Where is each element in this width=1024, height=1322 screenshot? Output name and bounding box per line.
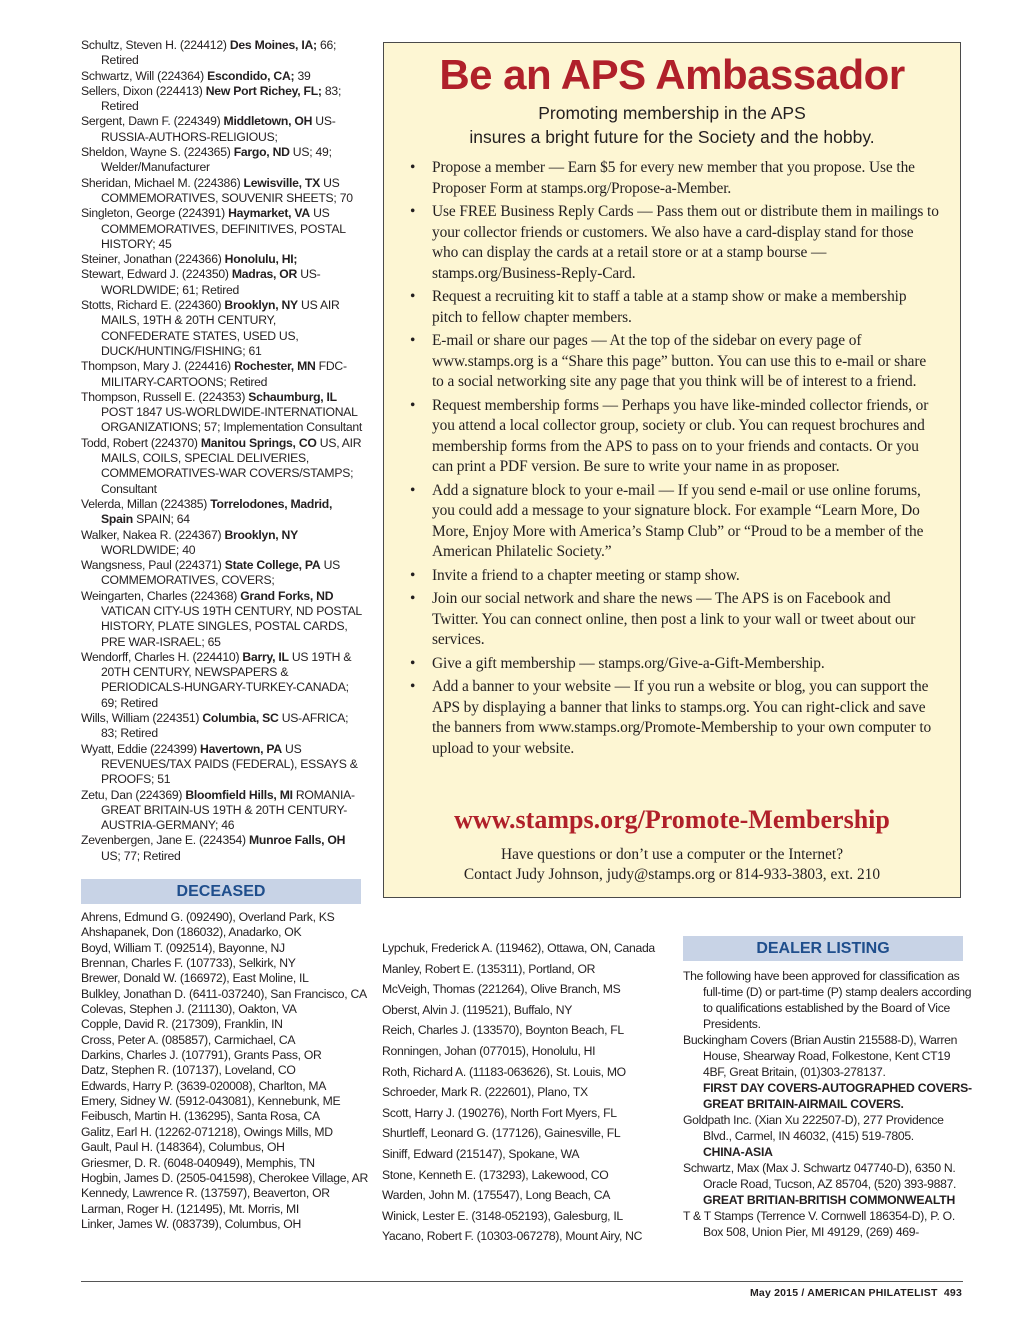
- member-entry: [81, 84, 363, 115]
- member-location: Escondido, CA;: [207, 68, 295, 83]
- member-entry: [81, 359, 363, 390]
- ambassador-title: Be an APS Ambassador: [439, 51, 905, 98]
- member-location: Brooklyn, NY: [224, 527, 298, 542]
- member-details: US 19TH & 20TH CENTURY, NEWSPAPERS & PERIODICALS-HUNGARY-TURKEY-CANADA; 69; Retired: [101, 649, 352, 710]
- deceased-entry: Hogbin, James D. (2505-041598), Cherokee Village, AR: [81, 1170, 369, 1185]
- member-name: Sheridan, Michael M. (224386): [81, 175, 244, 190]
- member-entry: [81, 145, 363, 176]
- deceased-entry: Scott, Harry J. (190276), North Fort Myers, FL: [382, 1105, 617, 1120]
- member-entry: [81, 788, 363, 834]
- member-name: Stotts, Richard E. (224360): [81, 298, 225, 313]
- deceased-entry: Linker, James W. (083739), Columbus, OH: [81, 1216, 301, 1231]
- deceased-entry: Galitz, Earl H. (12262-071218), Owings Mills, MD: [81, 1124, 333, 1139]
- member-details: ROMANIA-GREAT BRITAIN-US 19TH & 20TH CENTURY-AUSTRIA-GERMANY; 46: [101, 787, 355, 833]
- member-details: US, AIR MAILS, COILS, SPECIAL DELIVERIES, COMMEMORATIVES-WAR COVERS/STAMPS; Consultant: [101, 435, 362, 496]
- member-details: US-RUSSIA-AUTHORS-RELIGIOUS;: [101, 114, 336, 144]
- member-name: Walker, Nakea R. (224367): [81, 527, 225, 542]
- deceased-entry: Ahshapanek, Don (186032), Anadarko, OK: [81, 925, 302, 940]
- deceased-entry: Datz, Stephen R. (107137), Loveland, CO: [81, 1063, 296, 1078]
- member-location: Rochester, MN: [234, 359, 316, 374]
- member-location: Middletown, OH: [223, 114, 313, 129]
- member-name: Wangsness, Paul (224371): [81, 558, 225, 573]
- member-location: State College, PA: [224, 558, 321, 573]
- deceased-entry: Ahrens, Edmund G. (092490), Overland Park, KS: [81, 910, 335, 924]
- deceased-entry: Griesmer, D. R. (6048-040949), Memphis, TN: [81, 1155, 315, 1170]
- member-details: US-WORLDWIDE; 61; Retired: [101, 267, 321, 297]
- footer-publication: AMERICAN PHILATELIST: [807, 1287, 938, 1299]
- dealer-category: FIRST DAY COVERS-AUTOGRAPHED COVERS-GREAT BRITAIN-AIRMAIL COVERS.: [703, 1081, 972, 1111]
- member-details: US COMMEMORATIVES, DEFINITIVES, POSTAL HISTORY; 45: [101, 206, 346, 251]
- member-entry: [81, 711, 363, 742]
- member-details: POST 1847 US-WORLDWIDE-INTERNATIONAL ORGANIZATIONS; 57; Implementation Consultant: [101, 405, 363, 435]
- dealer-entry: T & T Stamps (Terrence V. Cornwell 186354-D), P. O. Box 508, Union Pier, MI 49129, (269) 469-: [683, 1209, 955, 1239]
- deceased-entry: Roth, Richard A. (11183-063626), St. Louis, MO: [382, 1064, 626, 1079]
- member-name: Sergent, Dawn F. (224349): [81, 114, 224, 129]
- member-details: US COMMEMORATIVES, SOUVENIR SHEETS; 70: [101, 175, 353, 205]
- dealer-category: CHINA-ASIA: [703, 1145, 773, 1159]
- member-entry: [81, 558, 363, 589]
- deceased-entry: Oberst, Alvin J. (119521), Buffalo, NY: [382, 1002, 573, 1017]
- member-entry: [81, 497, 363, 528]
- member-name: Stewart, Edward J. (224350): [81, 267, 232, 282]
- member-name: Zevenbergen, Jane E. (224354): [81, 833, 249, 848]
- member-location: Havertown, PA: [200, 741, 282, 756]
- member-location: Brooklyn, NY: [224, 298, 298, 313]
- member-details: WORLDWIDE; 40: [101, 542, 196, 557]
- member-details: US COMMEMORATIVES, COVERS;: [101, 558, 341, 588]
- ambassador-tip: • Add a banner to your website — If you run a website or blog, you can support the APS by displaying a banner that links to stamps.org. You can right-click and save the banners from www.stamps.org/Promote-Membership to your own computer to upload to your website.: [410, 677, 940, 759]
- member-location: Barry, IL: [242, 649, 289, 664]
- member-entry: [81, 267, 363, 298]
- member-details: FDC-MILITARY-CARTOONS; Retired: [101, 359, 347, 389]
- deceased-entry: Gault, Paul H. (148364), Columbus, OH: [81, 1140, 285, 1155]
- member-name: Zetu, Dan (224369): [81, 787, 186, 802]
- member-entry: [81, 833, 363, 864]
- member-entry: [81, 114, 363, 145]
- member-name: Thompson, Russell E. (224353): [81, 389, 249, 404]
- ambassador-subtitle-1: Promoting membership in the APS: [538, 103, 806, 123]
- ambassador-tip: • Use FREE Business Reply Cards — Pass them out or distribute them in mailings to your collector friends or customers. We also have a card-display stand for those who can display the cards at a retail store or at a stamp bourse — stamps.org/Business-Reply-Card.: [410, 202, 940, 284]
- member-location: Madras, OR: [231, 267, 298, 282]
- ambassador-subtitle-2: insures a bright future for the Society and the hobby.: [469, 127, 875, 147]
- member-name: Sheldon, Wayne S. (224365): [81, 145, 234, 160]
- promote-membership-link[interactable]: www.stamps.org/Promote-Membership: [454, 805, 890, 834]
- ambassador-tip: • Join our social network and share the news — The APS is on Facebook and Twitter. You can connect online, then post a link to your wall or tweet about our services.: [410, 589, 940, 651]
- dealer-list: [683, 968, 973, 1240]
- deceased-entry: Manley, Robert E. (135311), Portland, OR: [382, 961, 596, 976]
- member-location: Munroe Falls, OH: [248, 833, 346, 848]
- member-name: Todd, Robert (224370): [81, 435, 201, 450]
- member-location: Fargo, ND: [233, 145, 290, 160]
- member-details: US; 77; Retired: [101, 848, 181, 863]
- deceased-entry: Kennedy, Lawrence R. (137597), Beaverton, OR: [81, 1186, 330, 1201]
- member-entry: [81, 436, 363, 497]
- member-name: Schultz, Steven H. (224412): [81, 38, 230, 52]
- member-location: Haymarket, VA: [228, 206, 310, 221]
- deceased-list-2: [382, 938, 672, 1247]
- member-name: Steiner, Jonathan (224366): [81, 252, 225, 267]
- deceased-entry: Bulkley, Jonathan D. (6411-037240), San Francisco, CA: [81, 986, 367, 1001]
- member-entry: [81, 589, 363, 650]
- deceased-entry: Ronningen, Johan (077015), Honolulu, HI: [382, 1043, 596, 1058]
- member-entry: [81, 252, 363, 267]
- ambassador-tip: • Give a gift membership — stamps.org/Give-a-Gift-Membership.: [410, 654, 940, 675]
- deceased-list-1: [81, 910, 371, 1232]
- member-details: US-AFRICA; 83; Retired: [101, 711, 349, 741]
- member-name: Weingarten, Charles (224368): [81, 588, 241, 603]
- ambassador-tip: • Request membership forms — Perhaps you have like-minded collector friends, or you attend a local collector group, society or club. You can request brochures and membership forms from the APS to pass on to your friends and contacts. Or you can print a PDF version. Be sure to write your name in as proposer.: [410, 396, 940, 478]
- member-name: Sellers, Dixon (224413): [81, 83, 206, 98]
- dealer-entry: Buckingham Covers (Brian Austin 215588-D), Warren House, Shearway Road, Folkestone, Kent CT19 4BF, Great Britain, (01)303-278137.: [683, 1033, 958, 1079]
- ambassador-tip: • Propose a member — Earn $5 for every new member that you propose. Use the Proposer Form at stamps.org/Propose-a-Member.: [410, 158, 940, 199]
- member-name: Wyatt, Eddie (224399): [81, 741, 201, 756]
- member-details: SPAIN; 64: [132, 512, 190, 527]
- footer-rule: [81, 1281, 963, 1282]
- ambassador-tip: • Invite a friend to a chapter meeting or stamp show.: [410, 566, 940, 587]
- deceased-entry: Yacano, Robert F. (10303-067278), Mount Airy, NC: [382, 1229, 643, 1244]
- member-location: Grand Forks, ND: [240, 588, 334, 603]
- deceased-entry: Schroeder, Mark R. (222601), Plano, TX: [382, 1085, 588, 1100]
- member-details: US AIR MAILS, 19TH & 20TH CENTURY, CONFEDERATE STATES, USED US, DUCK/HUNTING/FISHING; 61: [101, 298, 340, 358]
- deceased-entry: Larman, Roger H. (121495), Mt. Morris, MI: [81, 1201, 299, 1216]
- member-location: Lewisville, TX: [243, 175, 320, 190]
- member-entry: [81, 390, 363, 436]
- new-members-list: [81, 38, 363, 864]
- ambassador-list: [410, 158, 940, 762]
- deceased-entry: Shurtleff, Leonard G. (177126), Gainesville, FL: [382, 1126, 621, 1141]
- member-entry: [81, 298, 363, 359]
- deceased-heading: DECEASED: [81, 879, 361, 904]
- member-location: Schaumburg, IL: [248, 389, 337, 404]
- dealer-intro: The following have been approved for classification as full-time (D) or part-time (P) stamp dealers according to qualifications established by the Board of Vice Presidents.: [683, 969, 972, 1031]
- deceased-entry: Siniff, Edward (215147), Spokane, WA: [382, 1146, 580, 1161]
- member-entry: [81, 742, 363, 788]
- member-details: US; 49; Welder/Manufacturer: [101, 145, 332, 175]
- deceased-entry: Copple, David R. (217309), Franklin, IN: [81, 1017, 283, 1032]
- deceased-entry: Edwards, Harry P. (3639-020008), Charlton, MA: [81, 1078, 327, 1093]
- member-entry: [81, 38, 363, 69]
- member-location: Manitou Springs, CO: [200, 435, 317, 450]
- footer-separator: /: [798, 1287, 808, 1299]
- ambassador-tip: • E-mail or share our pages — At the top of the sidebar on every page of www.stamps.org is a “Share this page” button. You can use this to e-mail or share to a social networking site any page that you think will be of interest to a friend.: [410, 331, 940, 393]
- member-details: 83; Retired: [101, 83, 342, 114]
- deceased-entry: Boyd, William T. (092514), Bayonne, NJ: [81, 940, 285, 955]
- deceased-entry: Lypchuk, Frederick A. (119462), Ottawa, ON, Canada: [382, 941, 655, 955]
- ambassador-footer-1: Have questions or don’t use a computer or the Internet?: [500, 846, 844, 863]
- member-entry: [81, 176, 363, 207]
- member-details: VATICAN CITY-US 19TH CENTURY, ND POSTAL HISTORY, PLATE SINGLES, POSTAL CARDS, PRE WAR-ISRAEL; 65: [101, 603, 362, 649]
- member-name: Wendorff, Charles H. (224410): [81, 649, 243, 664]
- dealer-category: GREAT BRITIAN-BRITISH COMMONWEALTH: [703, 1193, 956, 1207]
- member-name: Schwartz, Will (224364): [81, 68, 208, 83]
- member-entry: [81, 206, 363, 252]
- deceased-entry: Reich, Charles J. (133570), Boynton Beach, FL: [382, 1023, 624, 1038]
- deceased-entry: Brennan, Charles F. (107733), Selkirk, NY: [81, 956, 296, 971]
- dealer-entry: Goldpath Inc. (Xian Xu 222507-D), 277 Providence Blvd., Carmel, IN 46032, (415) 519-7805.: [683, 1113, 944, 1143]
- deceased-entry: Darkins, Charles J. (107791), Grants Pass, OR: [81, 1048, 322, 1063]
- dealer-listing-heading: DEALER LISTING: [683, 936, 963, 961]
- member-name: Velerda, Millan (224385): [81, 496, 211, 511]
- member-entry: [81, 69, 363, 84]
- ambassador-tip: • Request a recruiting kit to staff a table at a stamp show or make a membership pitch to fellow chapter members.: [410, 287, 940, 328]
- member-entry: [81, 650, 363, 711]
- deceased-entry: Feibusch, Martin H. (136295), Santa Rosa, CA: [81, 1109, 320, 1124]
- member-details: 39: [294, 68, 311, 83]
- deceased-entry: Brewer, Donald W. (166972), East Moline, IL: [81, 971, 309, 986]
- deceased-entry: McVeigh, Thomas (221264), Olive Branch, MS: [382, 982, 621, 997]
- deceased-entry: Stone, Kenneth E. (173293), Lakewood, CO: [382, 1167, 609, 1182]
- deceased-entry: Cross, Peter A. (085857), Carmichael, CA: [81, 1032, 296, 1047]
- ambassador-box: [383, 42, 961, 898]
- member-location: Columbia, SC: [202, 711, 279, 726]
- member-name: Wills, William (224351): [81, 711, 203, 726]
- page-footer: [750, 1287, 962, 1299]
- dealer-entry: Schwartz, Max (Max J. Schwartz 047740-D), 6350 N. Oracle Road, Tucson, AZ 85704, (520) 393-9887.: [683, 1161, 957, 1191]
- member-name: Thompson, Mary J. (224416): [81, 359, 235, 374]
- ambassador-tip: • Add a signature block to your e-mail — If you send e-mail or use online forums, you could add a message to your signature block. For example “Learn More, Do More, Enjoy More with America’s Stamp Club” or “Proud to be a member of the American Philatelic Society.”: [410, 481, 940, 563]
- member-details: US REVENUES/TAX PAIDS (FEDERAL), ESSAYS & PROOFS; 51: [101, 741, 358, 787]
- member-name: Singleton, George (224391): [81, 206, 229, 221]
- member-location: Bloomfield Hills, MI: [185, 787, 293, 802]
- member-location: New Port Richey, FL;: [205, 83, 322, 98]
- deceased-entry: Colevas, Stephen J. (211130), Oakton, VA: [81, 1002, 297, 1017]
- footer-page-number: 493: [943, 1287, 962, 1299]
- deceased-entry: Warden, John M. (175547), Long Beach, CA: [382, 1188, 611, 1203]
- member-location: Torrelodones, Madrid, Spain: [101, 496, 333, 527]
- deceased-entry: Emery, Sidney W. (5912-043081), Kennebunk, ME: [81, 1094, 341, 1109]
- member-location: Honolulu, HI;: [224, 252, 298, 267]
- member-entry: [81, 528, 363, 559]
- deceased-entry: Winick, Lester E. (3148-052193), Galesburg, IL: [382, 1208, 623, 1223]
- member-location: Des Moines, IA;: [229, 38, 317, 52]
- ambassador-footer-2: Contact Judy Johnson, judy@stamps.org or 814-933-3803, ext. 210: [463, 866, 881, 883]
- member-details: 66; Retired: [101, 38, 337, 68]
- footer-month: May 2015: [749, 1287, 799, 1299]
